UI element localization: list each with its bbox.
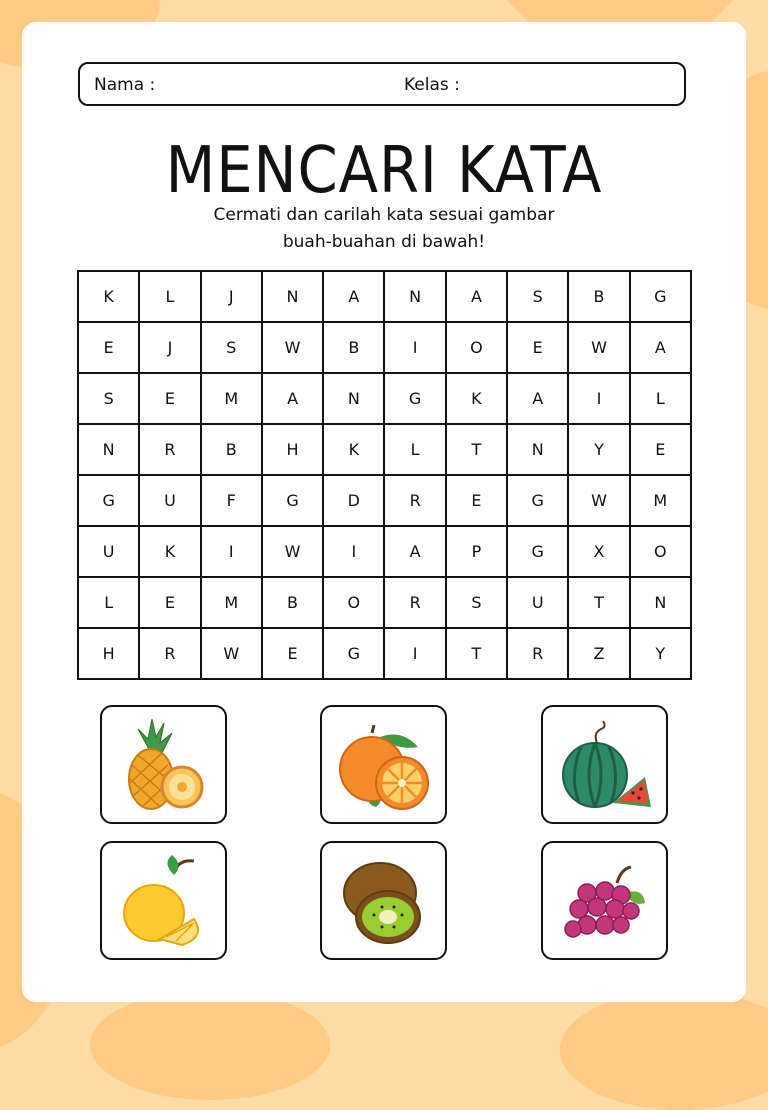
grid-cell[interactable]: O xyxy=(446,322,507,373)
grid-cell[interactable]: N xyxy=(78,424,139,475)
grid-cell[interactable]: M xyxy=(201,373,262,424)
grid-cell[interactable]: S xyxy=(507,271,568,322)
grid-row xyxy=(78,271,691,322)
grid-cell[interactable]: Y xyxy=(568,424,629,475)
grid-cell[interactable]: E xyxy=(507,322,568,373)
grid-cell[interactable]: W xyxy=(262,322,323,373)
picture-card-grapes xyxy=(541,841,668,960)
grid-row xyxy=(78,322,691,373)
grid-cell[interactable]: N xyxy=(630,577,691,628)
grid-cell[interactable]: K xyxy=(446,373,507,424)
grid-cell[interactable]: E xyxy=(262,628,323,679)
grid-cell[interactable]: N xyxy=(384,271,445,322)
picture-card-orange xyxy=(320,705,447,824)
grid-row xyxy=(78,577,691,628)
lemon-icon xyxy=(102,843,225,958)
grid-cell[interactable]: G xyxy=(78,475,139,526)
grid-cell[interactable]: B xyxy=(568,271,629,322)
name-class-bar xyxy=(78,62,686,106)
worksheet-page xyxy=(22,22,746,1002)
grid-row xyxy=(78,373,691,424)
grid-cell[interactable]: R xyxy=(139,424,200,475)
grid-cell[interactable]: B xyxy=(262,577,323,628)
grid-cell[interactable]: R xyxy=(507,628,568,679)
kelas-label[interactable]: Kelas : xyxy=(404,75,460,95)
page-title: MENCARI KATA xyxy=(165,134,603,208)
grid-cell[interactable]: W xyxy=(201,628,262,679)
grid-cell[interactable]: K xyxy=(78,271,139,322)
grid-cell[interactable]: T xyxy=(446,424,507,475)
grid-cell[interactable]: I xyxy=(384,322,445,373)
grid-cell[interactable]: I xyxy=(568,373,629,424)
grid-cell[interactable]: J xyxy=(201,271,262,322)
grid-cell[interactable]: W xyxy=(262,526,323,577)
grid-row xyxy=(78,628,691,679)
grid-cell[interactable]: E xyxy=(139,373,200,424)
grid-cell[interactable]: A xyxy=(262,373,323,424)
grid-cell[interactable]: M xyxy=(630,475,691,526)
kiwi-icon xyxy=(322,843,445,958)
grid-cell[interactable]: R xyxy=(139,628,200,679)
grid-cell[interactable]: N xyxy=(507,424,568,475)
picture-card-watermelon xyxy=(541,705,668,824)
grid-cell[interactable]: O xyxy=(630,526,691,577)
grid-cell[interactable]: S xyxy=(78,373,139,424)
grid-cell[interactable]: T xyxy=(446,628,507,679)
grapes-icon xyxy=(543,843,666,958)
picture-card-pineapple xyxy=(100,705,227,824)
grid-cell[interactable]: G xyxy=(630,271,691,322)
grid-cell[interactable]: N xyxy=(262,271,323,322)
grid-cell[interactable]: E xyxy=(630,424,691,475)
grid-cell[interactable]: G xyxy=(507,526,568,577)
grid-cell[interactable]: G xyxy=(507,475,568,526)
grid-cell[interactable]: A xyxy=(630,322,691,373)
decor-blob xyxy=(560,990,768,1110)
grid-cell[interactable]: I xyxy=(201,526,262,577)
grid-cell[interactable]: G xyxy=(323,628,384,679)
grid-cell[interactable]: A xyxy=(384,526,445,577)
grid-cell[interactable]: Z xyxy=(568,628,629,679)
grid-cell[interactable]: Y xyxy=(630,628,691,679)
grid-cell[interactable]: S xyxy=(446,577,507,628)
grid-cell[interactable]: P xyxy=(446,526,507,577)
grid-row xyxy=(78,424,691,475)
watermelon-icon xyxy=(543,707,666,822)
grid-cell[interactable]: A xyxy=(323,271,384,322)
grid-cell[interactable]: A xyxy=(446,271,507,322)
grid-cell[interactable]: H xyxy=(262,424,323,475)
orange-icon xyxy=(322,707,445,822)
grid-cell[interactable]: K xyxy=(323,424,384,475)
grid-cell[interactable]: G xyxy=(262,475,323,526)
grid-cell[interactable]: K xyxy=(139,526,200,577)
grid-cell[interactable]: B xyxy=(323,322,384,373)
grid-cell[interactable]: H xyxy=(78,628,139,679)
instruction-text xyxy=(22,202,746,256)
word-search-grid xyxy=(77,270,692,680)
grid-cell[interactable]: U xyxy=(507,577,568,628)
grid-cell[interactable]: E xyxy=(446,475,507,526)
grid-cell[interactable]: W xyxy=(568,322,629,373)
grid-cell[interactable]: J xyxy=(139,322,200,373)
grid-cell[interactable]: E xyxy=(78,322,139,373)
grid-cell[interactable]: X xyxy=(568,526,629,577)
grid-cell[interactable]: U xyxy=(139,475,200,526)
grid-cell[interactable]: A xyxy=(507,373,568,424)
grid-cell[interactable]: D xyxy=(323,475,384,526)
grid-cell[interactable]: L xyxy=(139,271,200,322)
grid-cell[interactable]: M xyxy=(201,577,262,628)
grid-cell[interactable]: R xyxy=(384,475,445,526)
grid-cell[interactable]: O xyxy=(323,577,384,628)
grid-row xyxy=(78,526,691,577)
grid-cell[interactable]: N xyxy=(323,373,384,424)
picture-card-kiwi xyxy=(320,841,447,960)
grid-cell[interactable]: G xyxy=(384,373,445,424)
grid-cell[interactable]: R xyxy=(384,577,445,628)
grid-cell[interactable]: I xyxy=(384,628,445,679)
nama-label[interactable]: Nama : xyxy=(94,75,156,95)
instruction-line-2: buah-buahan di bawah! xyxy=(282,232,486,252)
grid-cell[interactable]: L xyxy=(384,424,445,475)
grid-cell[interactable]: L xyxy=(78,577,139,628)
pineapple-icon xyxy=(102,707,225,822)
grid-cell[interactable]: T xyxy=(568,577,629,628)
decor-blob xyxy=(90,990,330,1100)
grid-cell[interactable]: W xyxy=(568,475,629,526)
grid-row xyxy=(78,475,691,526)
grid-cell[interactable]: E xyxy=(139,577,200,628)
grid-cell[interactable]: L xyxy=(630,373,691,424)
grid-cell[interactable]: B xyxy=(201,424,262,475)
grid-cell[interactable]: S xyxy=(201,322,262,373)
picture-card-lemon xyxy=(100,841,227,960)
grid-cell[interactable]: F xyxy=(201,475,262,526)
grid-cell[interactable]: U xyxy=(78,526,139,577)
instruction-line-1: Cermati dan carilah kata sesuai gambar xyxy=(213,205,555,225)
grid-cell[interactable]: I xyxy=(323,526,384,577)
